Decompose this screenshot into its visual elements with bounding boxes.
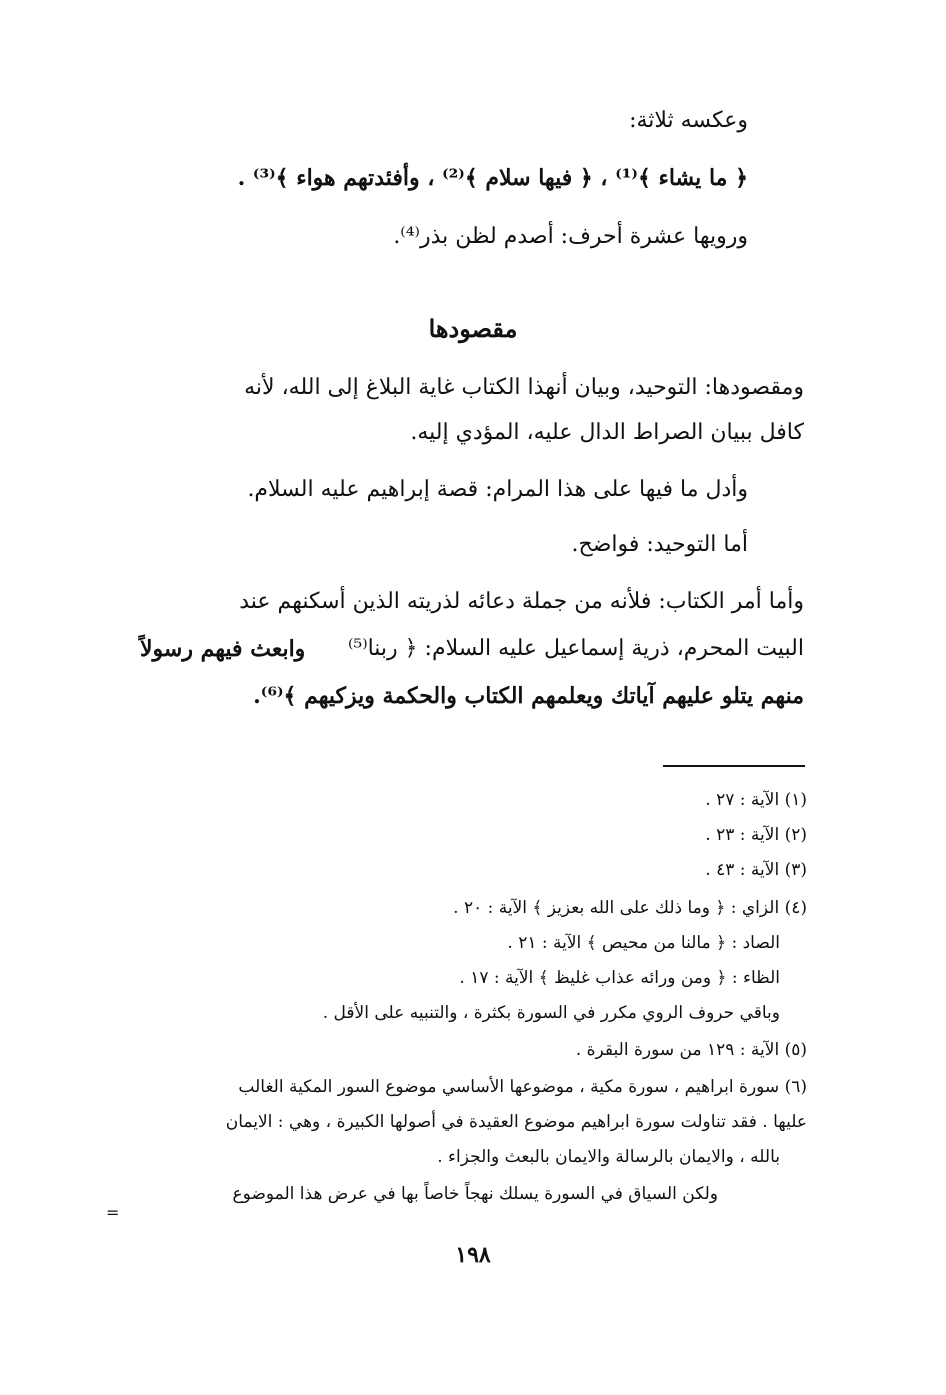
footnote-4-line-1: (٤) الزاي : ﴿ وما ذلك على الله بعزيز ﴾ الآية : ٢٠ . xyxy=(453,898,807,918)
footnote-4-line-4: وباقي حروف الروي مكرر في السورة بكثرة ، والتنبيه على الأقل . xyxy=(322,1003,780,1023)
footnote-1: (١) الآية : ٢٧ . xyxy=(705,790,807,810)
footnote-2: (٢) الآية : ٢٣ . xyxy=(705,825,807,845)
book-paragraph-line-2-verse: وابعث فيهم رسولاً xyxy=(140,636,306,662)
evidence-paragraph: وأدل ما فيها على هذا المرام: قصة إبراهيم عليه السلام. xyxy=(247,477,748,502)
quran-verses-line: ﴿ ما يشاء ﴾⁽¹⁾ ، ﴿ فيها سلام ﴾⁽²⁾ ، وأفئدتهم هواء ﴾⁽³⁾ . xyxy=(237,165,748,191)
tawhid-paragraph: أما التوحيد: فواضح. xyxy=(571,532,748,557)
rhyme-letters-line: ورويها عشرة أحرف: أصدم لظن بذر⁽⁴⁾. xyxy=(393,224,748,249)
section-heading: مقصودها xyxy=(428,314,518,343)
book-paragraph-line-2-start: البيت المحرم، ذرية إسماعيل عليه السلام: ﴿ ربنا⁽⁵⁾ xyxy=(347,636,804,661)
footnote-4-line-2: الصاد : ﴿ مالنا من محيص ﴾ الآية : ٢١ . xyxy=(507,933,780,953)
book-paragraph-line-3: منهم يتلو عليهم آياتك ويعلمهم الكتاب والحكمة ويزكيهم ﴾⁽⁶⁾. xyxy=(253,683,804,709)
footnote-6-line-4: ولكن السياق في السورة يسلك نهجاً خاصاً بها في عرض هذا الموضوع xyxy=(232,1184,718,1204)
purpose-paragraph-line-1: ومقصودها: التوحيد، وبيان أنهذا الكتاب غاية البلاغ إلى الله، لأنه xyxy=(244,375,804,400)
page-number: ١٩٨ xyxy=(455,1242,491,1268)
footnote-6-line-2: عليها . فقد تناولت سورة ابراهيم موضوع العقيدة في أصولها الكبيرة ، وهي : الايمان xyxy=(225,1112,807,1132)
footnote-3: (٣) الآية : ٤٣ . xyxy=(705,860,807,880)
book-paragraph-line-1: وأما أمر الكتاب: فلأنه من جملة دعائه لذريته الذين أسكنهم عند xyxy=(239,589,804,614)
intro-line: وعكسه ثلاثة: xyxy=(629,108,748,133)
footnote-5: (٥) الآية : ١٢٩ من سورة البقرة . xyxy=(575,1040,807,1060)
footnote-6-line-3: بالله ، والايمان بالرسالة والايمان بالبعث والجزاء . xyxy=(437,1147,780,1167)
book-paragraph-line-2 xyxy=(140,636,804,662)
footnote-divider xyxy=(663,765,805,767)
footnote-6-line-1: (٦) سورة ابراهيم ، سورة مكية ، موضوعها الأساسي موضوع السور المكية الغالب xyxy=(238,1077,807,1097)
purpose-paragraph-line-2: كافل ببيان الصراط الدال عليه، المؤدي إليه. xyxy=(410,420,804,445)
footnote-4-line-3: الظاء : ﴿ ومن ورائه عذاب غليظ ﴾ الآية : ١٧ . xyxy=(459,968,780,988)
continuation-mark: = xyxy=(106,1203,120,1222)
